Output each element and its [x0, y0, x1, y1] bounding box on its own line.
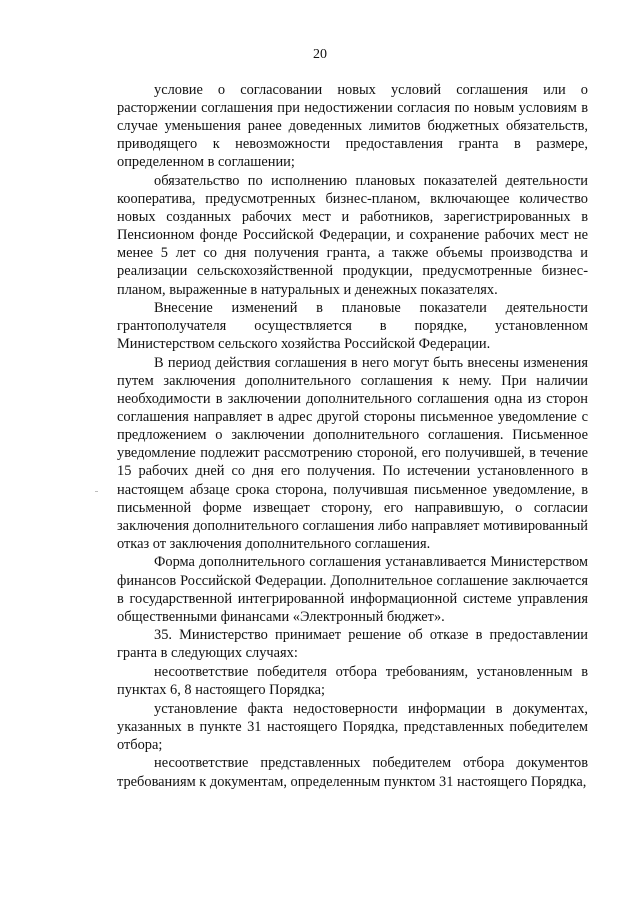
paragraph-agreement-termination-condition: условие о согласовании новых условий соглашения или о расторжении соглашения при недостижении согласия по новым условиям в случае уменьшения ранее доведенных лимитов бюджетных обязательств, приводящего к невозможности предоставления гранта в размере, определенном в соглашении; [117, 82, 588, 171]
paragraph-performance-obligation: обязательство по исполнению плановых показателей деятельности кооператива, предусмотренных бизнес-планом, включающее количество новых созданных рабочих мест и работников, зарегистрированных в Пенсионном фонде Российской Федерации, и сохранение рабочих мест не менее 5 лет со дня получения гранта, а также объемы производства и реализации сельскохозяйственной продукции, предусмотренные бизнес-планом, выраженные в натуральных и денежных показателях. [117, 172, 588, 298]
page-number: 20 [313, 47, 327, 62]
paragraph-indicator-changes: Внесение изменений в плановые показатели деятельности грантополучателя осуществляется в порядке, установленном Министерством сельского хозяйства Российской Федерации. [117, 300, 588, 353]
paragraph-agreement-form: Форма дополнительного соглашения устанавливается Министерством финансов Российской Федерации. Дополнительное соглашение заключается в государственной интегрированной информационной системе управления общественными финансами «Электронный бюджет». [117, 554, 588, 625]
paragraph-refusal-reason-1: несоответствие победителя отбора требованиям, установленным в пунктах 6, 8 настоящего Порядка; [117, 664, 588, 699]
scan-margin-mark [95, 491, 98, 492]
paragraph-refusal-reason-2: установление факта недостоверности информации в документах, указанных в пункте 31 настоящего Порядка, представленных победителем отбора; [117, 700, 588, 753]
paragraph-clause-35: 35. Министерство принимает решение об отказе в предоставлении гранта в следующих случаях: [117, 627, 588, 662]
paragraph-supplementary-agreement: В период действия соглашения в него могут быть внесены изменения путем заключения дополнительного соглашения к нему. При наличии необходимости в заключении дополнительного соглашения одна из сторон соглашения направляет в адрес другой стороны письменное уведомление с предложением о заключении дополнительного соглашения. Письменное уведомление подлежит рассмотрению стороной, его получившей, в течение 15 рабочих дней со дня его получения. По истечении установленного в настоящем абзаце срока сторона, получившая письменное уведомление, в письменной форме извещает сторону, его направившую, о согласии заключения дополнительного соглашения либо направляет мотивированный отказ от заключения дополнительного соглашения. [117, 354, 588, 552]
document-body [117, 81, 588, 791]
paragraph-refusal-reason-3: несоответствие представленных победителем отбора документов требованиям к документам, определенным пунктом 31 настоящего Порядка, [117, 755, 588, 790]
